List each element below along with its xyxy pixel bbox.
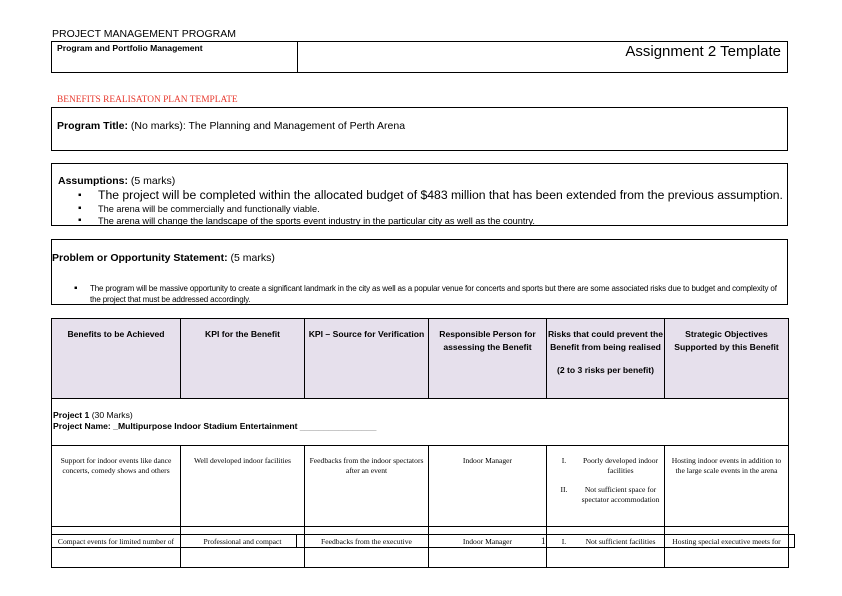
benefits-table-wrap (51, 318, 788, 546)
column-header: Benefits to be Achieved (52, 319, 181, 399)
table-header-row (52, 319, 789, 399)
footer-box (51, 534, 795, 548)
project-name-blank: ________________ (297, 421, 377, 431)
assumptions-box (51, 163, 788, 226)
risk-item (550, 456, 663, 475)
column-header-risks (547, 319, 665, 399)
kpi-cell: Professional and compact (181, 527, 305, 568)
assumptions-heading (58, 175, 175, 187)
source-cell: Feedbacks from the indoor spectators after an event (305, 446, 429, 527)
column-header: KPI for the Benefit (181, 319, 305, 399)
problem-list (70, 284, 782, 305)
risk-note: (2 to 3 risks per benefit) (557, 365, 654, 375)
assumptions-list (74, 188, 784, 227)
list-item: ▪ The project will be completed within the allocated budget of $483 million that has been extended from the previous assumption. (74, 188, 784, 203)
program-title-marks: (No marks): (128, 120, 186, 132)
source-cell: Feedbacks from the executive (305, 527, 429, 568)
program-title-value: The Planning and Management of Perth Arena (185, 120, 406, 132)
plan-heading: BENEFITS REALISATON PLAN TEMPLATE (57, 95, 238, 105)
kpi-cell: Well developed indoor facilities (181, 446, 305, 527)
benefit-cell: Compact events for limited number of (52, 527, 181, 568)
benefits-table (51, 318, 789, 568)
table-row (52, 446, 789, 527)
list-item: ▪ The program will be massive opportunity to create a significant landmark in the city as well as a popular venue for concerts and sports but there are some associated risks due to budget and complexity of the project that must be addressed accordingly. (70, 284, 782, 305)
objective-cell: Hosting special executive meets for (665, 527, 789, 568)
program-title-label: Program Title: (57, 120, 128, 132)
problem-heading (52, 252, 275, 264)
project-info (52, 399, 788, 432)
course-name: Program and Portfolio Management (57, 43, 203, 53)
problem-box (51, 239, 788, 305)
problem-marks: (5 marks) (227, 252, 275, 264)
assumptions-marks: (5 marks) (128, 175, 176, 187)
program-title-box (51, 107, 788, 151)
header-box (51, 41, 788, 73)
column-header: Strategic Objectives Supported by this Benefit (665, 319, 789, 399)
risk-number: I. (561, 537, 567, 546)
page-number: 1 (541, 536, 546, 546)
column-header: Responsible Person for assessing the Benefit (429, 319, 547, 399)
list-item: ▪ The arena will change the landscape of the sports event industry in the particular city as well as the country. (74, 215, 784, 227)
risk-text: Not sufficient facilities (585, 537, 656, 546)
assumptions-label: Assumptions: (58, 175, 129, 187)
project-marks: (30 Marks) (89, 410, 133, 420)
risk-number: I. (561, 456, 567, 465)
list-item: ▪ The arena will be commercially and functionally viable. (74, 203, 784, 215)
benefit-cell: Support for indoor events like dance concerts, comedy shows and others (52, 446, 181, 527)
project-name: Project Name: _Multipurpose Indoor Stadium Entertainment (53, 421, 298, 431)
top-label: PROJECT MANAGEMENT PROGRAM (52, 28, 236, 40)
project-row (52, 399, 789, 446)
footer-left-cell (52, 535, 297, 547)
column-header: Risks that could prevent the Benefit from being realised (547, 329, 664, 352)
risk-text: Not sufficient space for spectator accommodation (581, 485, 660, 504)
assignment-title: Assignment 2 Template (625, 43, 781, 60)
person-cell: Indoor Manager (429, 446, 547, 527)
problem-label: Problem or Opportunity Statement: (52, 252, 228, 264)
objective-cell: Hosting indoor events in addition to the large scale events in the arena (665, 446, 789, 527)
column-header: KPI – Source for Verification (305, 319, 429, 399)
risk-number: II. (560, 485, 568, 494)
project-label: Project 1 (53, 410, 90, 420)
course-cell (52, 42, 298, 72)
risk-text: Poorly developed indoor facilities (582, 456, 659, 475)
program-title-line (57, 120, 405, 132)
risks-cell (547, 446, 665, 527)
risk-item (550, 485, 663, 504)
person-cell: Indoor Manager (429, 527, 547, 568)
